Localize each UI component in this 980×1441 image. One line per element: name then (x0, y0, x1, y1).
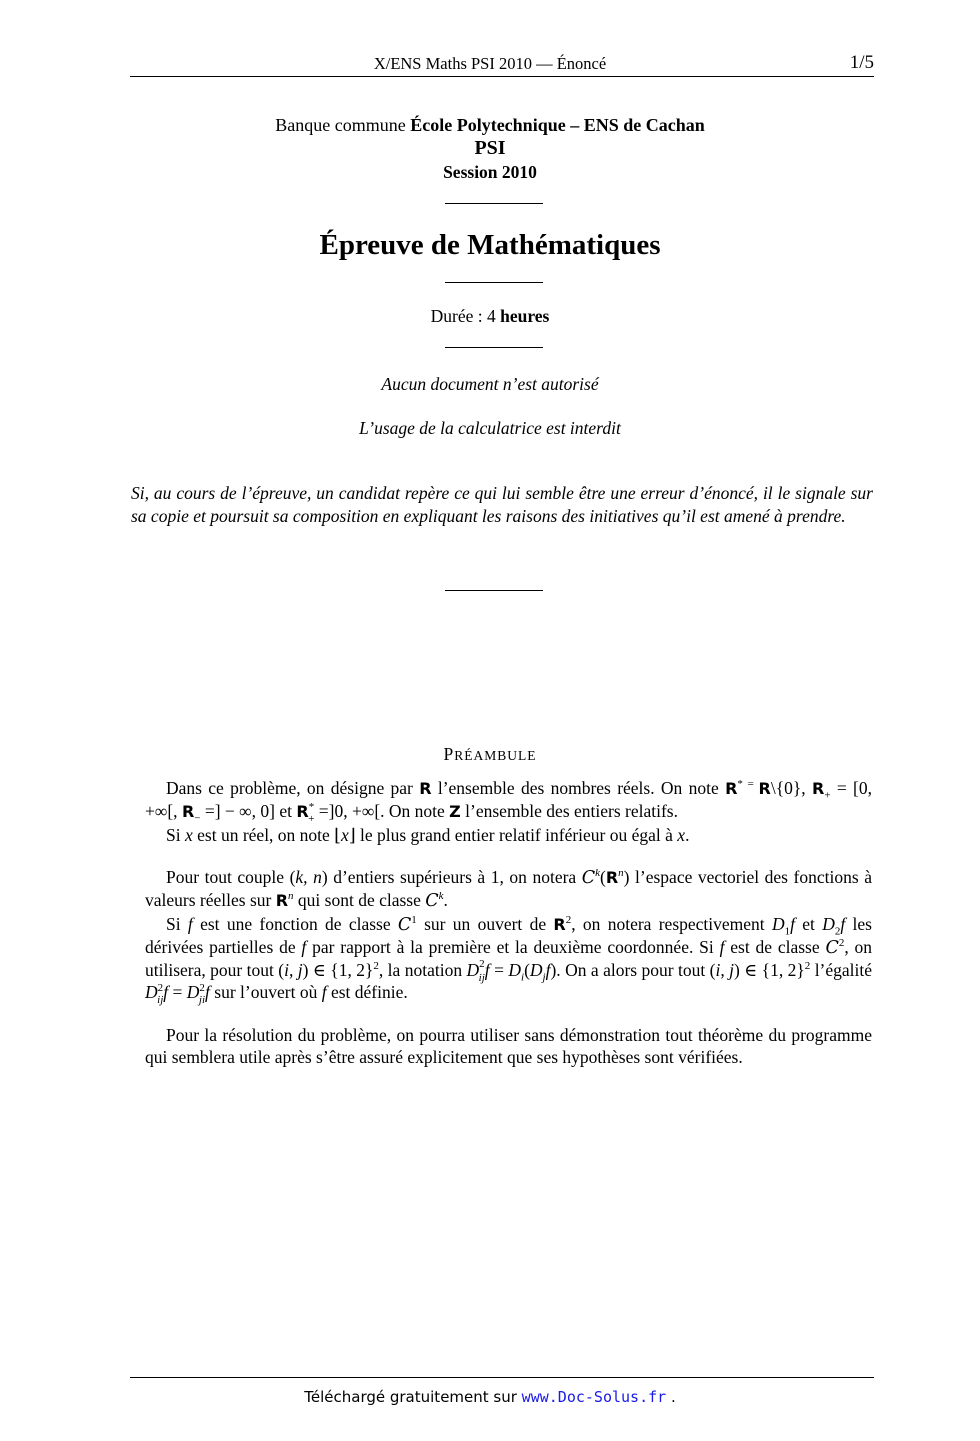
divider (445, 282, 543, 283)
divider (445, 590, 543, 591)
page-number: 1/5 (849, 52, 874, 73)
no-documents-notice: Aucun document n’est autorisé (381, 374, 599, 394)
exam-track: PSI (474, 137, 506, 159)
bank-school: École Polytechnique – ENS de Cachan (410, 115, 705, 135)
preamble-paragraph-1: Dans ce problème, on désigne par R l’ensemble des nombres réels. On note R* = R\{0}, $R_+ = [0$, +∞[, $R_-$ =] − ∞, 0] et $R^*_+ =]0$, +∞[. On note Z l’ensemble des entiers relatifs. Si x est un réel, on note ⌊x⌋ le plus grand entier relatif inférieur ou égal à x. (145, 778, 872, 845)
preamble-heading (0, 744, 980, 765)
footer-suffix: . (666, 1388, 676, 1406)
preamble-paragraph-2: Pour tout couple (k, n) d’entiers supérieurs à 1, on notera $C^k(R^n)$ l’espace vectoriel des fonctions à valeurs réelles sur $R^n$ qui sont de classe $C^k$. Si f est une fonction de classe $C^1$ sur un ouvert de $R^2$, on notera respectivement $D_1f$ et $D_2f$ les dérivées partielles de f par rapport à la première et la deuxième coordonnée. Si f est de classe $C^2$, on utilisera, pour tout (i, j) ∈ {1, 2}$^2$, la notation $D^2_{ij}f = D_i(D_jf)$. On a alors pour tout (i, j) ∈ {1, 2}$^2$ l’égalité $D^2_{ij}f = D^2_{ji}f$ sur l’ouvert où f est définie. (145, 867, 873, 1006)
exam-session: Session 2010 (443, 162, 537, 182)
duration-label: Durée : 4 (430, 306, 501, 326)
preamble-paragraph-3: Pour la résolution du problème, on pourra utiliser sans démonstration tout théorème du programme qui semblera utile après s’être assuré explicitement que ses hypothèses sont vérifiées. (145, 1025, 872, 1068)
header-rule (130, 76, 874, 77)
footer-rule (130, 1377, 874, 1378)
preamble-heading-rest: RÉAMBULE (454, 748, 537, 763)
exam-duration (0, 306, 980, 327)
exam-bank-line (0, 115, 980, 136)
bank-prefix: Banque commune (275, 115, 411, 135)
footer-prefix: Téléchargé gratuitement sur (304, 1388, 522, 1406)
divider (445, 347, 543, 348)
divider (445, 203, 543, 204)
exam-title: Épreuve de Mathématiques (319, 229, 661, 261)
running-header-title: X/ENS Maths PSI 2010 — Énoncé (373, 54, 607, 73)
error-notice: Si, au cours de l’épreuve, un candidat repère ce qui lui semble être une erreur d’énoncé, il le signale sur sa copie et poursuit sa composition en expliquant les raisons des initiatives qu’il est amené à prendre. (131, 483, 873, 526)
no-calculator-notice: L’usage de la calculatrice est interdit (359, 418, 621, 438)
duration-unit: heures (500, 306, 550, 326)
preamble-heading-initial: P (443, 744, 455, 764)
doc-solus-link[interactable]: www.Doc-Solus.fr (521, 1388, 667, 1406)
footer (0, 1388, 980, 1406)
